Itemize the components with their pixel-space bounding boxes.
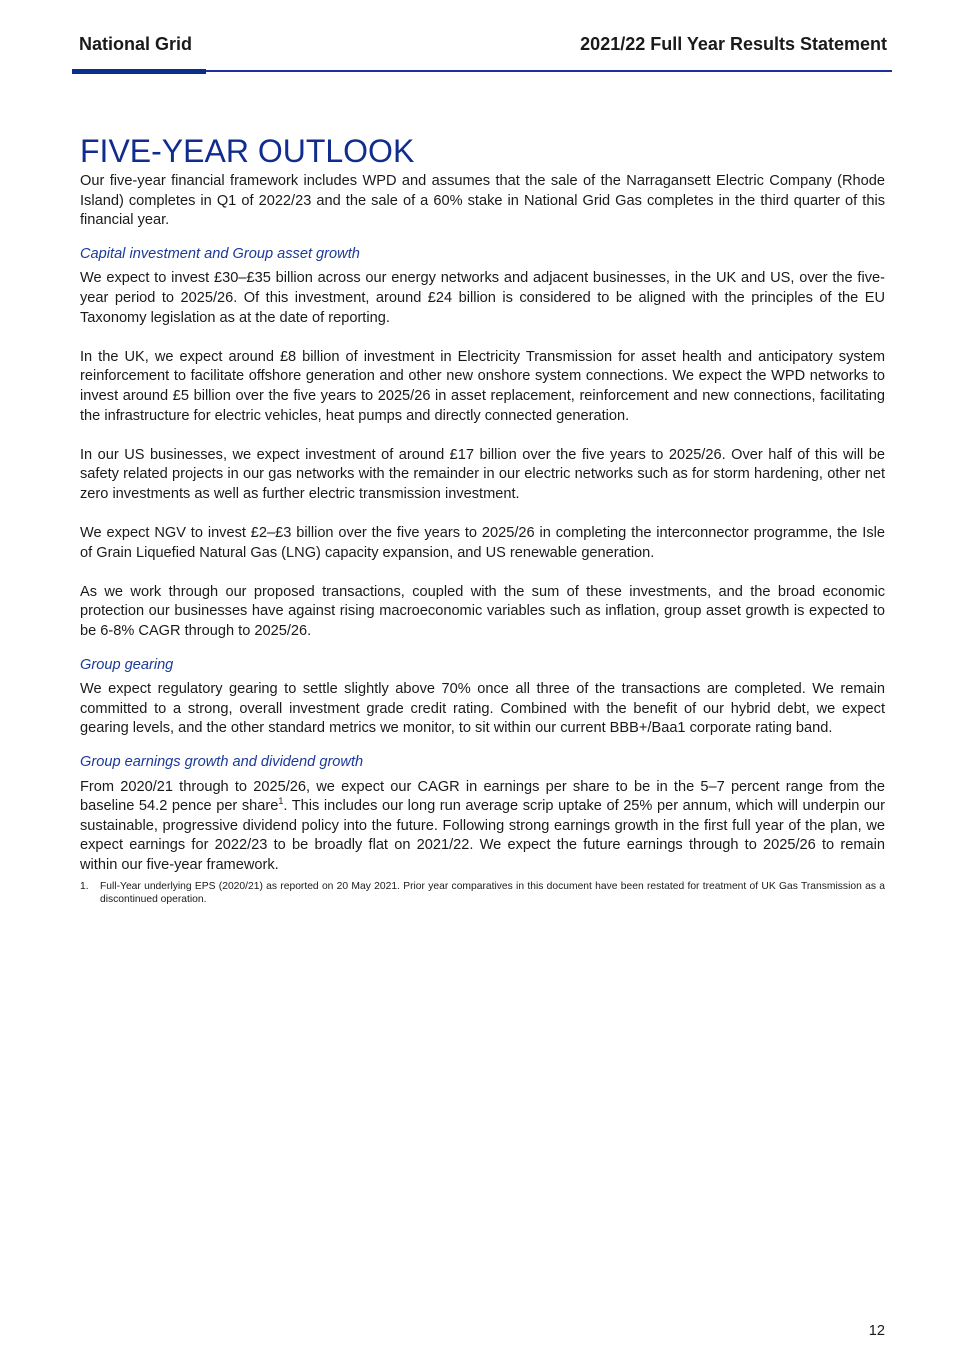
section-heading-earnings-growth: Group earnings growth and dividend growth xyxy=(80,754,364,771)
section-heading-capital-investment: Capital investment and Group asset growth xyxy=(80,245,360,262)
intro-paragraph: Our five-year financial framework includes WPD and assumes that the sale of the Narragansett Electric Company (Rhode Island) completes in Q1 of 2022/23 and the sale of a 60% stake in National Grid Gas completes in the third quarter of this financial year. xyxy=(80,173,885,229)
paragraph-text: From 2020/21 through to 2025/26, we expect our CAGR in earnings per share to be in the 5–7 percent range from the baseline 54.2 pence per share xyxy=(80,778,885,815)
paragraph: We expect NGV to invest £2–£3 billion over the five years to 2025/26 in completing the interconnector programme, the Isle of Grain Liquefied Natural Gas (LNG) capacity expansion, and US renewable generation. xyxy=(80,525,885,561)
footnote-ref: 1 xyxy=(278,796,284,807)
paragraph xyxy=(80,778,885,876)
header-document-title: 2021/22 Full Year Results Statement xyxy=(580,34,887,54)
paragraph: As we work through our proposed transactions, coupled with the sum of these investments, and the broad economic protection our businesses have against rising macroeconomic variables such as inflation, group asset growth is expected to be 6-8% CAGR through to 2025/26. xyxy=(80,583,885,640)
header-rule-accent xyxy=(72,69,206,74)
paragraph-text: . This includes our long run average scrip uptake of 25% per annum, which will underpin our sustainable, progressive dividend policy into the future. Following strong earnings growth in the first full year of the plan, we expect earnings for 2022/23 to be broadly flat on 2021/22. We expect the future earnings through to 2025/26 to remain within our five-year framework. xyxy=(80,798,885,873)
section-heading-group-gearing: Group gearing xyxy=(80,656,174,673)
paragraph: In our US businesses, we expect investment of around £17 billion over the five years to 2025/26. Over half of this will be safety related projects in our gas networks with the remainder in our electric networks such as for storm hardening, other net zero investments as well as further electric transmission investment. xyxy=(80,446,885,502)
paragraph: We expect to invest £30–£35 billion across our energy networks and adjacent businesses, in the UK and US, over the five-year period to 2025/26. Of this investment, around £24 billion is considered to be aligned with the principles of the EU Taxonomy legislation as at the date of reporting. xyxy=(80,270,885,326)
paragraph: We expect regulatory gearing to settle slightly above 70% once all three of the transactions are completed. We remain committed to a strong, overall investment grade credit rating. Combined with the benefit of our hybrid debt, we expect gearing levels, and the other standard metrics we monitor, to sit within our current BBB+/Baa1 corporate rating band. xyxy=(80,681,885,737)
header-company: National Grid xyxy=(79,34,193,54)
page-title: FIVE-YEAR OUTLOOK xyxy=(80,133,415,170)
content xyxy=(80,172,885,906)
page-number: 12 xyxy=(868,1323,885,1339)
footnote xyxy=(80,880,885,906)
footnote-text: Full-Year underlying EPS (2020/21) as reported on 20 May 2021. Prior year comparatives in this document have been restated for treatment of UK Gas Transmission as a discontinued operation. xyxy=(100,880,885,905)
paragraph: In the UK, we expect around £8 billion of investment in Electricity Transmission for asset health and anticipatory system reinforcement to facilitate offshore generation and other new onshore system connections. We expect the WPD networks to invest around £5 billion over the five years to 2025/26 in asset replacement, reinforcement and new connections, facilitating the infrastructure for electric vehicles, heat pumps and directly connected generation. xyxy=(80,348,885,424)
footnote-number: 1. xyxy=(80,880,89,892)
